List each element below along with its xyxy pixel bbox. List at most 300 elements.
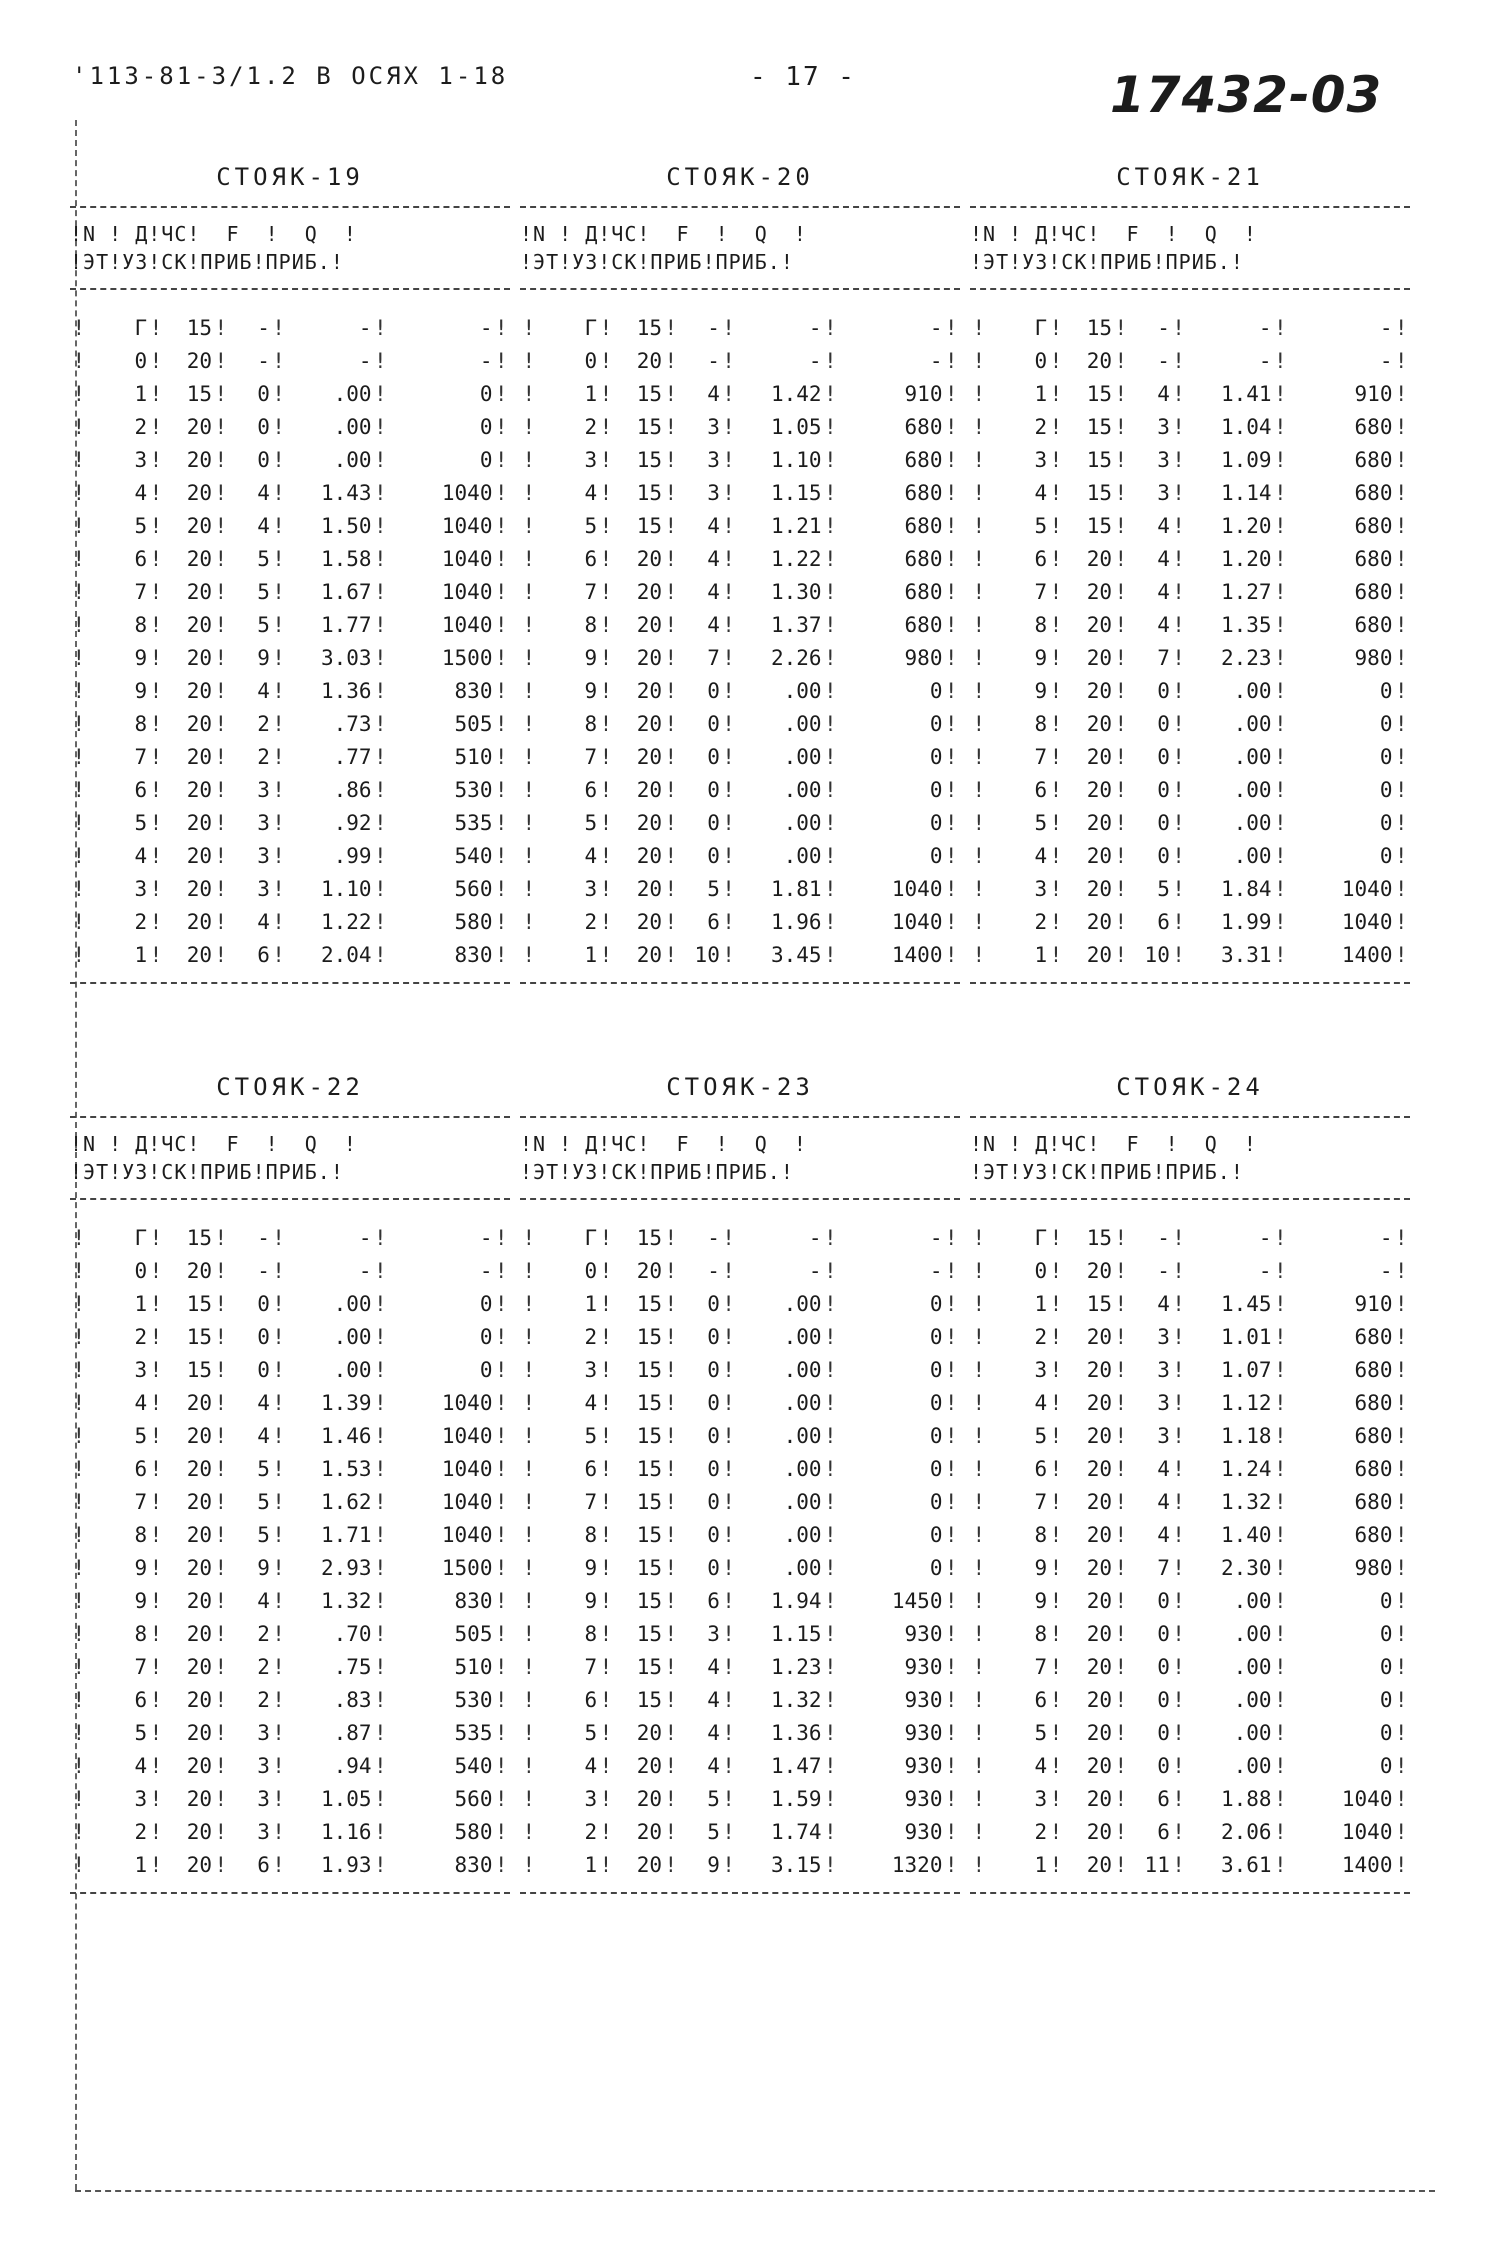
cell-separator: ! <box>1114 1688 1128 1712</box>
flow-cell: 0 <box>929 712 943 736</box>
table-row <box>70 1288 510 1321</box>
cell-separator: ! <box>1273 448 1287 472</box>
cell-separator: ! <box>1114 679 1128 703</box>
cell-separator: ! <box>149 316 163 340</box>
cell-separator: ! <box>1049 1655 1063 1679</box>
section-count-cell: 3 <box>257 1820 270 1844</box>
cell-separator: ! <box>149 1259 163 1283</box>
cell-separator: ! <box>522 745 536 769</box>
cell-separator: ! <box>664 712 678 736</box>
diameter-cell: 20 <box>636 1721 662 1745</box>
cell-separator: ! <box>72 1325 86 1349</box>
cell-separator: ! <box>522 1325 536 1349</box>
section-count-cell: 4 <box>1157 580 1170 604</box>
flow-cell: - <box>479 1226 493 1250</box>
cell-separator: ! <box>944 1226 958 1250</box>
floor-cell: 2 <box>1034 910 1048 934</box>
floor-cell: 1 <box>1034 382 1048 406</box>
area-cell: - <box>808 316 822 340</box>
cell-separator: ! <box>272 1292 285 1316</box>
section-count-cell: 7 <box>707 646 720 670</box>
column-header-row-2: !ЭТ!УЗ!СК!ПРИБ!ПРИБ.! <box>70 250 344 274</box>
dashed-rule <box>520 982 960 984</box>
section-count-cell: 4 <box>1157 613 1170 637</box>
dashed-rule <box>70 288 510 290</box>
section-count-cell: 5 <box>257 613 270 637</box>
flow-cell: 560 <box>454 877 493 901</box>
cell-separator: ! <box>373 910 387 934</box>
table-row <box>520 708 960 741</box>
cell-separator: ! <box>373 1424 387 1448</box>
section-count-cell: 5 <box>1157 877 1170 901</box>
cell-separator: ! <box>272 316 285 340</box>
cell-separator: ! <box>823 613 837 637</box>
cell-separator: ! <box>1114 382 1128 406</box>
table-row <box>970 609 1410 642</box>
cell-separator: ! <box>1114 514 1128 538</box>
cell-separator: ! <box>373 382 387 406</box>
flow-cell: 680 <box>1354 1391 1393 1415</box>
cell-separator: ! <box>494 1490 508 1514</box>
table-row <box>520 1684 960 1717</box>
floor-cell: 9 <box>584 1556 598 1580</box>
cell-separator: ! <box>214 1820 228 1844</box>
cell-separator: ! <box>522 547 536 571</box>
section-count-cell: 4 <box>707 613 720 637</box>
diameter-cell: 15 <box>1086 382 1112 406</box>
flow-cell: 680 <box>1354 1490 1393 1514</box>
section-count-cell: 5 <box>257 547 270 571</box>
area-cell: - <box>1258 1226 1272 1250</box>
cell-separator: ! <box>72 1589 86 1613</box>
cell-separator: ! <box>214 1259 228 1283</box>
cell-separator: ! <box>494 1358 508 1382</box>
cell-separator: ! <box>599 1820 613 1844</box>
document-code: '113-81-3/1.2 В ОСЯХ 1-18 <box>72 62 509 90</box>
cell-separator: ! <box>72 382 86 406</box>
cell-separator: ! <box>214 1424 228 1448</box>
cell-separator: ! <box>494 580 508 604</box>
diameter-cell: 20 <box>186 1655 212 1679</box>
area-cell: 1.23 <box>770 1655 822 1679</box>
cell-separator: ! <box>1049 1424 1063 1448</box>
flow-cell: 540 <box>454 1754 493 1778</box>
floor-cell: 5 <box>584 811 598 835</box>
diameter-cell: 20 <box>186 415 212 439</box>
floor-cell: Г <box>1034 1226 1048 1250</box>
cell-separator: ! <box>1172 349 1185 373</box>
floor-cell: 6 <box>1034 1457 1048 1481</box>
floor-cell: 1 <box>1034 943 1048 967</box>
table-row <box>970 774 1410 807</box>
area-cell: 1.01 <box>1220 1325 1272 1349</box>
cell-separator: ! <box>1114 910 1128 934</box>
flow-cell: 680 <box>1354 613 1393 637</box>
cell-separator: ! <box>972 1457 986 1481</box>
floor-cell: 6 <box>134 778 148 802</box>
cell-separator: ! <box>149 1754 163 1778</box>
cell-separator: ! <box>522 811 536 835</box>
cell-separator: ! <box>722 712 735 736</box>
cell-separator: ! <box>272 1688 285 1712</box>
floor-cell: 1 <box>134 1853 148 1877</box>
cell-separator: ! <box>722 1424 735 1448</box>
cell-separator: ! <box>373 481 387 505</box>
table-row <box>520 1519 960 1552</box>
cell-separator: ! <box>823 1292 837 1316</box>
section-count-cell: 2 <box>257 712 270 736</box>
cell-separator: ! <box>494 415 508 439</box>
area-cell: .00 <box>333 1358 372 1382</box>
cell-separator: ! <box>1172 1655 1185 1679</box>
flow-cell: 0 <box>929 1424 943 1448</box>
floor-cell: 2 <box>584 415 598 439</box>
cell-separator: ! <box>599 349 613 373</box>
floor-cell: 3 <box>1034 877 1048 901</box>
dashed-rule <box>970 1892 1410 1894</box>
section-count-cell: 0 <box>1157 844 1170 868</box>
cell-separator: ! <box>494 943 508 967</box>
cell-separator: ! <box>1049 712 1063 736</box>
cell-separator: ! <box>149 679 163 703</box>
area-cell: 3.03 <box>320 646 372 670</box>
section-count-cell: 5 <box>257 580 270 604</box>
floor-cell: 9 <box>134 1556 148 1580</box>
diameter-cell: 20 <box>1086 1721 1112 1745</box>
area-cell: 1.74 <box>770 1820 822 1844</box>
section-count-cell: 3 <box>257 811 270 835</box>
cell-separator: ! <box>149 1622 163 1646</box>
cell-separator: ! <box>494 646 508 670</box>
cell-separator: ! <box>149 448 163 472</box>
cell-separator: ! <box>373 778 387 802</box>
cell-separator: ! <box>1273 745 1287 769</box>
section-count-cell: 0 <box>707 1358 720 1382</box>
table-row <box>970 1684 1410 1717</box>
flow-cell: 680 <box>904 415 943 439</box>
cell-separator: ! <box>664 580 678 604</box>
area-cell: .00 <box>1233 1754 1272 1778</box>
cell-separator: ! <box>1273 1358 1287 1382</box>
cell-separator: ! <box>1049 316 1063 340</box>
cell-separator: ! <box>944 679 958 703</box>
cell-separator: ! <box>214 1622 228 1646</box>
cell-separator: ! <box>214 778 228 802</box>
cell-separator: ! <box>1049 1523 1063 1547</box>
table-row <box>520 1420 960 1453</box>
cell-separator: ! <box>823 943 837 967</box>
area-cell: 1.15 <box>770 481 822 505</box>
table-row <box>70 939 510 972</box>
diameter-cell: 15 <box>1086 1292 1112 1316</box>
diameter-cell: 20 <box>186 712 212 736</box>
area-cell: .00 <box>783 778 822 802</box>
cell-separator: ! <box>1273 349 1287 373</box>
cell-separator: ! <box>1114 1853 1128 1877</box>
area-cell: 1.32 <box>770 1688 822 1712</box>
cell-separator: ! <box>1394 679 1408 703</box>
cell-separator: ! <box>522 844 536 868</box>
cell-separator: ! <box>823 349 837 373</box>
cell-separator: ! <box>149 382 163 406</box>
cell-separator: ! <box>272 646 285 670</box>
flow-cell: 930 <box>904 1787 943 1811</box>
area-cell: 1.32 <box>1220 1490 1272 1514</box>
cell-separator: ! <box>272 1325 285 1349</box>
cell-separator: ! <box>944 811 958 835</box>
cell-separator: ! <box>149 646 163 670</box>
table-row <box>970 1849 1410 1882</box>
flow-cell: 1040 <box>1341 1787 1393 1811</box>
dashed-rule <box>520 1198 960 1200</box>
diameter-cell: 20 <box>186 1259 212 1283</box>
cell-separator: ! <box>823 481 837 505</box>
section-count-cell: - <box>1157 1259 1170 1283</box>
table-body <box>970 1222 1410 1882</box>
floor-cell: 2 <box>584 1820 598 1844</box>
cell-separator: ! <box>272 1391 285 1415</box>
cell-separator: ! <box>72 1457 86 1481</box>
floor-cell: 3 <box>584 1358 598 1382</box>
table-row <box>70 609 510 642</box>
cell-separator: ! <box>72 514 86 538</box>
cell-separator: ! <box>1273 910 1287 934</box>
section-count-cell: 0 <box>707 1523 720 1547</box>
cell-separator: ! <box>599 943 613 967</box>
cell-separator: ! <box>722 580 735 604</box>
flow-cell: 830 <box>454 1853 493 1877</box>
cell-separator: ! <box>373 712 387 736</box>
flow-cell: 980 <box>904 646 943 670</box>
cell-separator: ! <box>823 1358 837 1382</box>
diameter-cell: 20 <box>636 679 662 703</box>
cell-separator: ! <box>1114 1457 1128 1481</box>
flow-cell: 1040 <box>441 481 493 505</box>
cell-separator: ! <box>944 877 958 901</box>
cell-separator: ! <box>1114 778 1128 802</box>
area-cell: .00 <box>783 844 822 868</box>
cell-separator: ! <box>373 1556 387 1580</box>
diameter-cell: 20 <box>636 943 662 967</box>
cell-separator: ! <box>72 844 86 868</box>
flow-cell: 0 <box>1379 778 1393 802</box>
diameter-cell: 20 <box>1086 1490 1112 1514</box>
flow-cell: 0 <box>1379 712 1393 736</box>
cell-separator: ! <box>722 1622 735 1646</box>
table-row <box>970 1255 1410 1288</box>
cell-separator: ! <box>214 349 228 373</box>
cell-separator: ! <box>1394 316 1408 340</box>
column-header-row-1: !N ! Д!ЧС! F ! Q ! <box>70 222 357 246</box>
cell-separator: ! <box>972 481 986 505</box>
cell-separator: ! <box>522 1820 536 1844</box>
area-cell: 1.58 <box>320 547 372 571</box>
flow-cell: 680 <box>1354 514 1393 538</box>
cell-separator: ! <box>214 1292 228 1316</box>
cell-separator: ! <box>1394 448 1408 472</box>
cell-separator: ! <box>1049 1490 1063 1514</box>
diameter-cell: 20 <box>636 1820 662 1844</box>
riser-table <box>970 160 1410 984</box>
floor-cell: 8 <box>584 712 598 736</box>
diameter-cell: 20 <box>636 547 662 571</box>
cell-separator: ! <box>1114 712 1128 736</box>
diameter-cell: 15 <box>636 448 662 472</box>
table-row <box>70 741 510 774</box>
flow-cell: 830 <box>454 943 493 967</box>
table-row <box>70 1453 510 1486</box>
cell-separator: ! <box>72 811 86 835</box>
flow-cell: 0 <box>929 745 943 769</box>
cell-separator: ! <box>972 811 986 835</box>
cell-separator: ! <box>599 1688 613 1712</box>
cell-separator: ! <box>494 1523 508 1547</box>
table-row <box>70 1222 510 1255</box>
table-row <box>520 444 960 477</box>
cell-separator: ! <box>272 679 285 703</box>
cell-separator: ! <box>823 1655 837 1679</box>
cell-separator: ! <box>1394 844 1408 868</box>
cell-separator: ! <box>1172 1490 1185 1514</box>
diameter-cell: 20 <box>1086 1358 1112 1382</box>
cell-separator: ! <box>494 1853 508 1877</box>
table-row <box>970 840 1410 873</box>
area-cell: .92 <box>333 811 372 835</box>
cell-separator: ! <box>944 448 958 472</box>
flow-cell: 0 <box>1379 1622 1393 1646</box>
cell-separator: ! <box>1172 1358 1185 1382</box>
cell-separator: ! <box>944 1391 958 1415</box>
table-row <box>70 1816 510 1849</box>
section-count-cell: 3 <box>257 1754 270 1778</box>
cell-separator: ! <box>272 1820 285 1844</box>
cell-separator: ! <box>1273 1391 1287 1415</box>
area-cell: 1.50 <box>320 514 372 538</box>
cell-separator: ! <box>722 349 735 373</box>
cell-separator: ! <box>522 1853 536 1877</box>
diameter-cell: 20 <box>1086 1589 1112 1613</box>
cell-separator: ! <box>373 1754 387 1778</box>
cell-separator: ! <box>272 1490 285 1514</box>
section-count-cell: 5 <box>257 1523 270 1547</box>
cell-separator: ! <box>1172 1754 1185 1778</box>
table-row <box>970 1552 1410 1585</box>
cell-separator: ! <box>1049 679 1063 703</box>
table-row <box>70 543 510 576</box>
table-row <box>970 675 1410 708</box>
cell-separator: ! <box>944 1556 958 1580</box>
flow-cell: - <box>1379 316 1393 340</box>
cell-separator: ! <box>599 1655 613 1679</box>
cell-separator: ! <box>1172 1259 1185 1283</box>
dashed-rule <box>520 288 960 290</box>
cell-separator: ! <box>972 1523 986 1547</box>
cell-separator: ! <box>373 1655 387 1679</box>
section-count-cell: 4 <box>257 679 270 703</box>
cell-separator: ! <box>72 1820 86 1844</box>
diameter-cell: 20 <box>1086 943 1112 967</box>
area-cell: .75 <box>333 1655 372 1679</box>
cell-separator: ! <box>494 712 508 736</box>
section-count-cell: 5 <box>257 1457 270 1481</box>
dashed-rule <box>520 1892 960 1894</box>
cell-separator: ! <box>823 1622 837 1646</box>
table-row <box>520 543 960 576</box>
flow-cell: 505 <box>454 712 493 736</box>
flow-cell: 0 <box>1379 745 1393 769</box>
section-count-cell: 11 <box>1144 1853 1170 1877</box>
floor-cell: 6 <box>584 1688 598 1712</box>
section-count-cell: - <box>707 349 720 373</box>
diameter-cell: 15 <box>636 1457 662 1481</box>
cell-separator: ! <box>149 1490 163 1514</box>
floor-cell: 6 <box>1034 547 1048 571</box>
table-row <box>520 1453 960 1486</box>
cell-separator: ! <box>1049 547 1063 571</box>
section-count-cell: 7 <box>1157 646 1170 670</box>
floor-cell: 7 <box>584 745 598 769</box>
diameter-cell: 20 <box>636 1259 662 1283</box>
cell-separator: ! <box>272 1655 285 1679</box>
flow-cell: 0 <box>1379 844 1393 868</box>
cell-separator: ! <box>1114 1391 1128 1415</box>
cell-separator: ! <box>1049 1853 1063 1877</box>
cell-separator: ! <box>972 382 986 406</box>
riser-title: СТОЯК-20 <box>666 163 814 191</box>
cell-separator: ! <box>823 712 837 736</box>
cell-separator: ! <box>599 580 613 604</box>
flow-cell: 580 <box>454 1820 493 1844</box>
cell-separator: ! <box>72 1226 86 1250</box>
table-row <box>520 1717 960 1750</box>
flow-cell: 1040 <box>441 547 493 571</box>
cell-separator: ! <box>214 613 228 637</box>
area-cell: 1.04 <box>1220 415 1272 439</box>
section-count-cell: 0 <box>707 1391 720 1415</box>
cell-separator: ! <box>1172 547 1185 571</box>
cell-separator: ! <box>494 1688 508 1712</box>
cell-separator: ! <box>722 844 735 868</box>
diameter-cell: 15 <box>186 1358 212 1382</box>
floor-cell: 6 <box>134 1688 148 1712</box>
section-count-cell: 6 <box>707 1589 720 1613</box>
cell-separator: ! <box>1394 481 1408 505</box>
diameter-cell: 15 <box>186 1325 212 1349</box>
cell-separator: ! <box>214 1754 228 1778</box>
cell-separator: ! <box>944 646 958 670</box>
floor-cell: 4 <box>1034 844 1048 868</box>
cell-separator: ! <box>72 910 86 934</box>
cell-separator: ! <box>494 778 508 802</box>
cell-separator: ! <box>522 1457 536 1481</box>
cell-separator: ! <box>944 1589 958 1613</box>
cell-separator: ! <box>722 1820 735 1844</box>
cell-separator: ! <box>599 844 613 868</box>
flow-cell: 0 <box>929 1292 943 1316</box>
cell-separator: ! <box>1394 1787 1408 1811</box>
diameter-cell: 20 <box>186 1556 212 1580</box>
floor-cell: 4 <box>584 844 598 868</box>
section-count-cell: 0 <box>1157 1754 1170 1778</box>
area-cell: .00 <box>783 1556 822 1580</box>
flow-cell: 680 <box>904 448 943 472</box>
diameter-cell: 20 <box>1086 745 1112 769</box>
cell-separator: ! <box>664 1589 678 1613</box>
floor-cell: 8 <box>1034 1622 1048 1646</box>
section-count-cell: - <box>257 1259 270 1283</box>
cell-separator: ! <box>1114 316 1128 340</box>
cell-separator: ! <box>1273 844 1287 868</box>
